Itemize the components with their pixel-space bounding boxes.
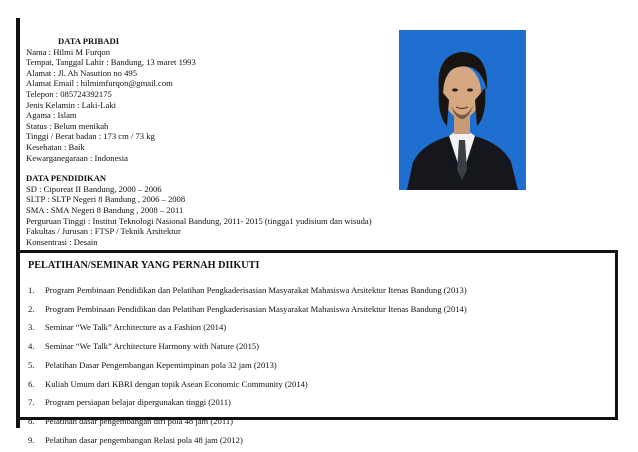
profile-photo-illustration xyxy=(399,30,526,190)
training-item-number: 1. xyxy=(28,285,35,295)
training-item-number: 3. xyxy=(28,322,35,333)
personal-line-phone: Telepon : 085724392175 xyxy=(26,88,112,99)
training-list xyxy=(28,281,467,449)
training-item xyxy=(28,356,467,375)
education-line-sltp: SLTP : SLTP Negeri 8 Bandung , 2006 – 2008 xyxy=(26,194,186,205)
education-line-faculty: Fakultas / Jurusan : FTSP / Teknik Arsitektur xyxy=(26,226,181,237)
personal-line-height-weight: Tinggi / Berat badan : 173 cm / 73 kg xyxy=(26,131,155,142)
training-item-number: 2. xyxy=(28,303,35,314)
personal-data-section xyxy=(26,36,386,247)
personal-line-religion: Agama : Islam xyxy=(26,110,77,121)
training-item xyxy=(28,393,467,412)
training-section xyxy=(20,250,618,445)
training-item xyxy=(28,318,467,337)
training-item-number: 9. xyxy=(28,434,35,445)
personal-line-address: Alamat : Jl. Ah Nasution no 495 xyxy=(26,67,137,78)
training-item-number: 7. xyxy=(28,397,35,408)
training-item-number: 6. xyxy=(28,378,35,389)
training-item xyxy=(28,337,467,356)
training-item xyxy=(28,431,467,450)
training-item-text: Pelatihan Dasar Pengembangan Kepemimpinan pola 32 jam (2013) xyxy=(45,359,277,370)
training-item xyxy=(28,412,467,431)
education-line-university: Perguruan Tinggi : Institut Teknologi Nasional Bandung, 2011- 2015 (tingga1 yudisium dan wisuda) xyxy=(26,215,372,226)
training-item-text: Program persiapan belajar dipergunakan tinggi (2011) xyxy=(45,397,231,408)
personal-line-health: Kesehatan : Baik xyxy=(26,141,85,152)
training-item-text: Program Pembinaan Pendidikan dan Pelatihan Pengkaderisasian Masyarakat Mahasiswa Arsitektur Itenas Bandung (2014) xyxy=(45,303,467,314)
profile-photo xyxy=(399,30,526,190)
training-item-number: 8. xyxy=(28,415,35,426)
personal-line-birth: Tempat, Tanggal Lahir : Bandung, 13 maret 1993 xyxy=(26,57,196,68)
personal-line-gender: Jenis Kelamin : Laki-Laki xyxy=(26,99,116,110)
education-heading: DATA PENDIDIKAN xyxy=(26,173,107,184)
personal-line-status: Status : Belum menikah xyxy=(26,120,109,131)
training-item-text: Seminar “We Talk” Architecture as a Fashion (2014) xyxy=(45,322,227,333)
education-line-concentration: Konsentrasi : Desain xyxy=(26,236,98,247)
training-item-text: Kuliah Umum dari KBRI dengan topik Asean Economic Community (2014) xyxy=(45,378,308,389)
personal-data-heading: DATA PRIBADI xyxy=(58,36,120,46)
training-item-text: Pelatihan dasar pengembangan Relasi pola 48 jam (2012) xyxy=(45,434,243,445)
personal-line-nationality: Kewarganegaraan : Indonesia xyxy=(26,152,128,163)
education-line-sma: SMA : SMA Negeri 8 Bandung , 2008 – 2011 xyxy=(26,204,184,215)
personal-line-name: Nama : Hilmi M Furqon xyxy=(26,46,111,57)
training-item-text: Seminar “We Talk” Architecture Harmony with Nature (2015) xyxy=(45,341,260,352)
training-item-number: 5. xyxy=(28,359,35,370)
training-item-number: 4. xyxy=(28,341,35,352)
education-line-sd: SD : Ciporeat II Bandung, 2000 – 2006 xyxy=(26,183,162,194)
training-item-text: Program Pembinaan Pendidikan dan Pelatihan Pengkaderisasian Masyarakat Mahasiswa Arsitektur Itenas Bandung (2013) xyxy=(45,285,467,295)
personal-line-email: Alamat Email : hilmimfurqon@gmail.com xyxy=(26,78,173,89)
training-item xyxy=(28,375,467,394)
training-item-text: Pelatihan dasar pengembangan diri pola 48 jam (2011) xyxy=(45,415,233,426)
training-item xyxy=(28,300,467,319)
training-item xyxy=(28,281,467,300)
training-section-title: PELATIHAN/SEMINAR YANG PERNAH DIIKUTI xyxy=(28,260,260,271)
